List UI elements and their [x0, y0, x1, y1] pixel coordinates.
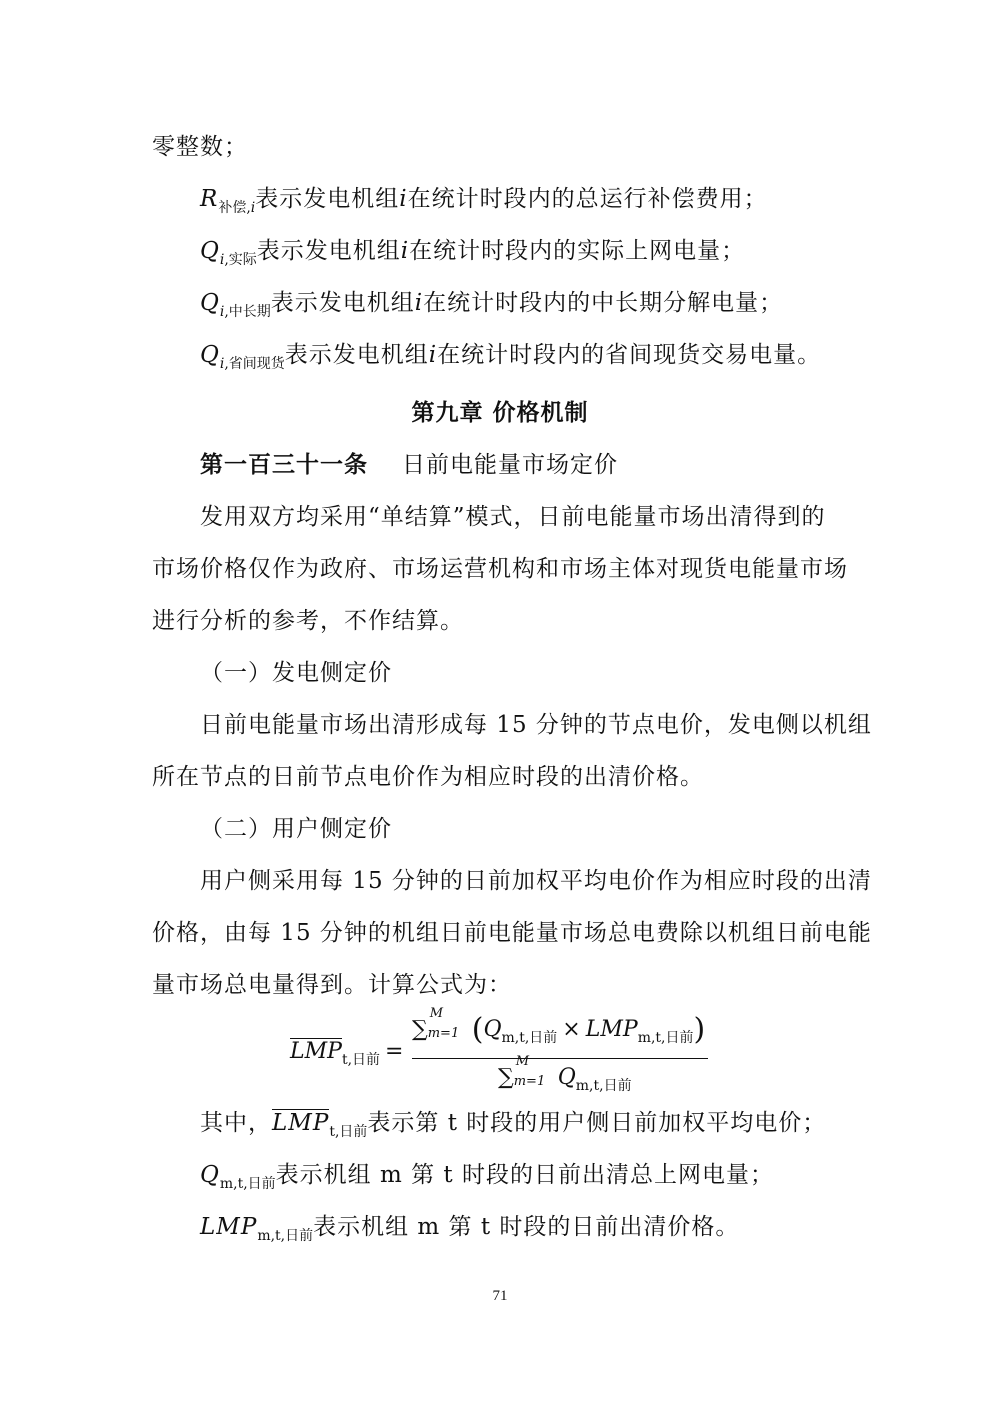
sum-upper: M [429, 1006, 444, 1021]
formula-denominator [498, 1054, 632, 1095]
text-line [152, 132, 852, 162]
text: 其中， [200, 1110, 272, 1136]
subscript-var: i [250, 200, 256, 216]
fraction-bar [412, 1058, 708, 1059]
variable: Q [200, 238, 220, 264]
variable: i [399, 186, 408, 212]
sum-lower: m=1 [513, 1074, 546, 1089]
variable: Q [200, 290, 220, 316]
definition-line [200, 340, 900, 379]
numerator-q: Q [483, 1017, 502, 1042]
subscript: ,省间现货 [224, 356, 285, 372]
text: 零整数； [152, 134, 248, 160]
numerator-lmp-sub: m,t,日前 [637, 1030, 694, 1046]
subscript: ,中长期 [224, 304, 271, 320]
text: 表示机组 m 第 t 时段的日前出清价格。 [313, 1214, 740, 1240]
definition-line [200, 1212, 900, 1251]
formula-lhs [290, 1039, 380, 1069]
text: 表示发电机组 [256, 238, 401, 264]
denominator-q-sub: m,t,日前 [575, 1078, 632, 1094]
paragraph-line: 用户侧采用每 15 分钟的日前加权平均电价作为相应时段的出清 [200, 868, 872, 894]
times-symbol: × [562, 1017, 581, 1042]
subscript: 补偿, [218, 200, 251, 216]
text: 表示第 t 时段的用户侧日前加权平均电价； [367, 1110, 827, 1136]
variable: LMP [200, 1214, 258, 1240]
text: 在统计时段内的中长期分解电量； [423, 290, 784, 316]
text: 在统计时段内的实际上网电量； [409, 238, 746, 264]
text: 表示发电机组 [255, 186, 400, 212]
paren-close: ) [693, 1012, 706, 1047]
chapter-title: 第九章 价格机制 [411, 400, 589, 426]
subscript: t,日前 [329, 1124, 368, 1140]
denominator-q: Q [557, 1065, 576, 1090]
subscript: m,t,日前 [219, 1176, 276, 1192]
variable: LMP [272, 1110, 330, 1136]
sigma-symbol: ∑ [498, 1065, 514, 1090]
formula-equals: = [385, 1039, 404, 1064]
subscript: m,t,日前 [257, 1228, 314, 1244]
variable: i [428, 342, 438, 368]
formula-lhs-sub: t,日前 [341, 1052, 381, 1068]
page-number: 71 [492, 1288, 508, 1304]
article-label: 第一百三十一条 [200, 452, 368, 478]
paragraph-line: 日前电能量市场出清形成每 15 分钟的节点电价，发电侧以机组 [200, 712, 872, 738]
weighted-price-formula [290, 1006, 730, 1096]
definition-line [200, 236, 900, 275]
definition-line [200, 1108, 900, 1147]
paragraph-line: 量市场总电量得到。计算公式为： [152, 972, 512, 998]
sigma-symbol: ∑ [412, 1017, 428, 1042]
text: 表示发电机组 [284, 342, 429, 368]
definition-line [200, 1160, 900, 1199]
variable: i [414, 290, 424, 316]
definition-line [200, 288, 900, 327]
paragraph-line: 发用双方均采用“单结算”模式，日前电能量市场出清得到的 [200, 504, 826, 530]
formula-lhs-var: LMP [290, 1039, 342, 1064]
paren-open: ( [471, 1012, 484, 1047]
paragraph-line: 价格，由每 15 分钟的机组日前电能量市场总电费除以机组日前电能 [152, 920, 872, 946]
section-heading: （二）用户侧定价 [200, 816, 392, 842]
sum-upper: M [515, 1054, 530, 1069]
paragraph-line: 市场价格仅作为政府、市场运营机构和市场主体对现货电能量市场 [152, 556, 848, 582]
subscript-var: i [219, 356, 225, 372]
numerator-lmp: LMP [585, 1017, 638, 1042]
article-title: 日前电能量市场定价 [402, 452, 618, 478]
variable: R [200, 186, 219, 212]
definition-line [200, 184, 900, 223]
subscript-var: i [219, 252, 225, 268]
paragraph-line: 进行分析的参考，不作结算。 [152, 608, 464, 634]
subscript: ,实际 [224, 252, 257, 268]
sum-limits [513, 1054, 558, 1090]
variable: i [400, 238, 410, 264]
numerator-q-sub: m,t,日前 [501, 1030, 558, 1046]
text: 在统计时段内的省间现货交易电量。 [437, 342, 822, 368]
article-heading [200, 450, 900, 480]
text: 表示发电机组 [270, 290, 415, 316]
text: 表示机组 m 第 t 时段的日前出清总上网电量； [275, 1162, 774, 1188]
sum-limits [427, 1006, 472, 1042]
text: 在统计时段内的总运行补偿费用； [407, 186, 768, 212]
sum-lower: m=1 [427, 1026, 460, 1041]
section-heading: （一）发电侧定价 [200, 660, 392, 686]
subscript-var: i [219, 304, 225, 320]
variable: Q [200, 1162, 220, 1188]
formula-numerator [412, 1006, 706, 1047]
variable: Q [200, 342, 220, 368]
paragraph-line: 所在节点的日前节点电价作为相应时段的出清价格。 [152, 764, 704, 790]
